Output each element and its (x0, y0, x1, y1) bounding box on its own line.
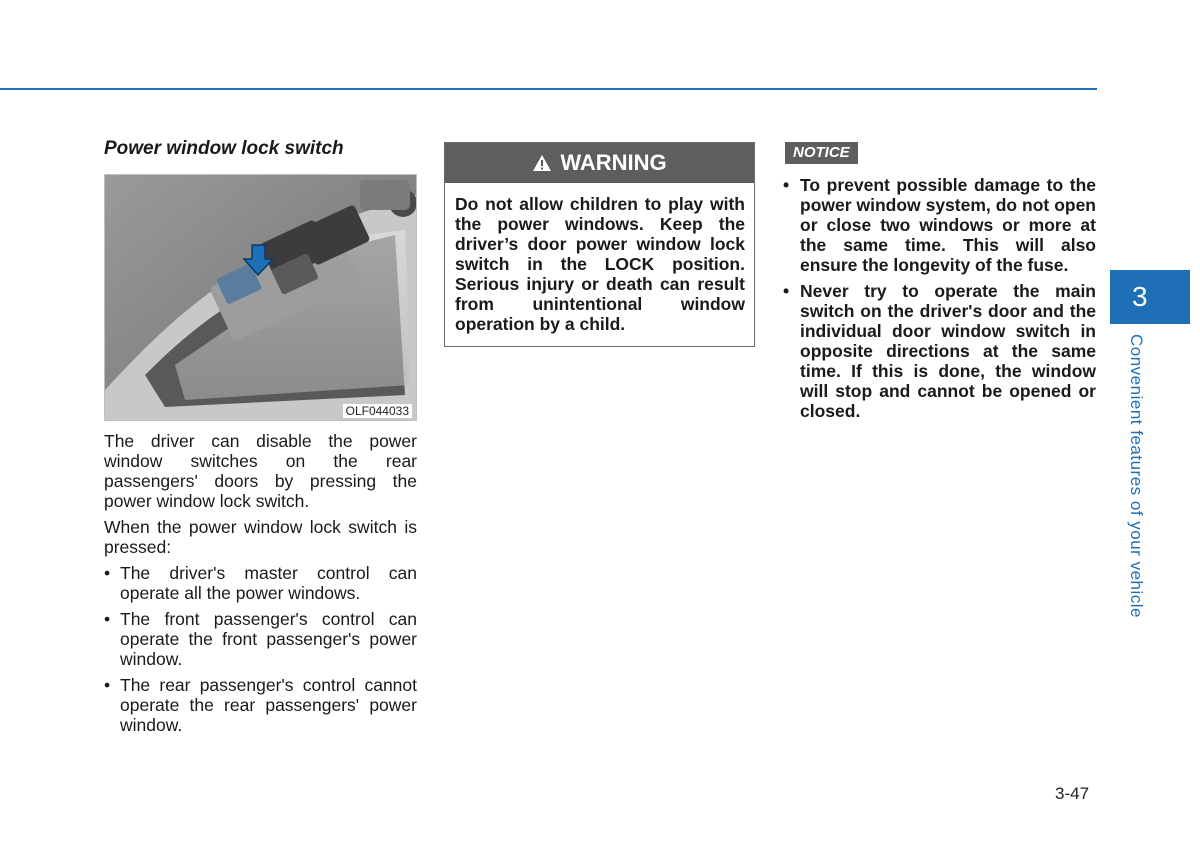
intro-paragraph: The driver can disable the power window switches on the rear passengers' doors by pressing the power window lock switch. (104, 431, 417, 511)
body-text (104, 431, 417, 735)
list-item: • The rear passenger's control cannot operate the rear passengers' power window. (104, 675, 417, 735)
intro-paragraph: When the power window lock switch is pressed: (104, 517, 417, 557)
chapter-number: 3 (1132, 281, 1148, 312)
left-column (104, 138, 417, 741)
chapter-title: Convenient features of your vehicle (1127, 334, 1146, 618)
notice-badge: NOTICE (785, 142, 858, 164)
figure-code: OLF044033 (343, 404, 412, 418)
section-title: Power window lock switch (104, 138, 344, 159)
warning-header (445, 143, 754, 183)
list-item: • The driver's master control can operate all the power windows. (104, 563, 417, 603)
header-rule (0, 88, 1097, 90)
notice-item: • To prevent possible damage to the power window system, do not open or close two windows or more at the same time. This will also ensure the longevity of the fuse. (783, 175, 1096, 275)
warning-title: WARNING (560, 150, 667, 175)
page-number: 3-47 (1055, 784, 1090, 803)
list-item: • The front passenger's control can operate the front passenger's power window. (104, 609, 417, 669)
chapter-tab (1110, 270, 1190, 324)
notice-list (783, 175, 1096, 427)
warning-triangle-icon (532, 154, 552, 172)
warning-text: Do not allow children to play with the power windows. Keep the driver’s door power window lock switch in the LOCK position. Serious injury or death can result from unintentional window operation by a child. (455, 194, 745, 334)
notice-item: • Never try to operate the main switch on the driver's door and the individual door window switch in opposite directions at the same time. If this is done, the window will stop and cannot be opened or closed. (783, 281, 1096, 421)
door-panel-illustration (105, 175, 416, 420)
door-switch-figure (104, 174, 417, 421)
behavior-list (104, 563, 417, 735)
warning-box (444, 142, 755, 347)
